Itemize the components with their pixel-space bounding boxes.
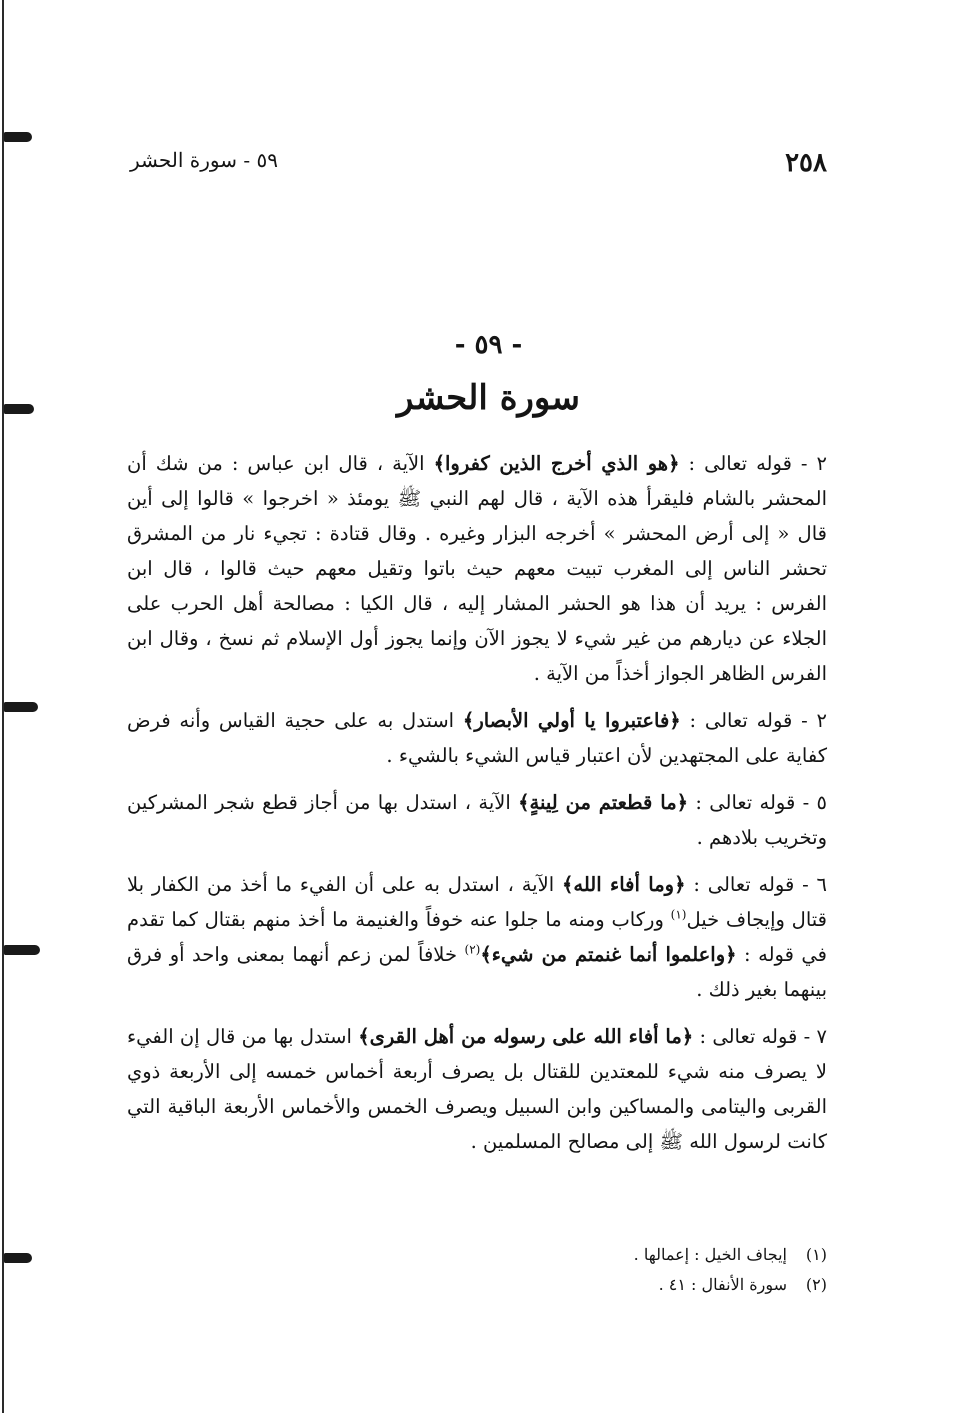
commentary-text: الآية ، قال ابن عباس : من شك أن المحشر بالشام فليقرأ هذه الآية ، قال لهم النبي ﷺ يومئذ « اخرجوا » قالوا إلى أين قال « إلى أرض المحشر » أخرجه البزار وغيره . وقال قتادة : تجيء نار من المشرق تحشر الناس إلى المغرب تبيت معهم حيث باتوا وتقيل معهم حيث قالوا ، قال ابن الفرس : يريد أن هذا هو الحشر المشار إليه ، قال الكيا : مصالحة أهل الحرب على الجلاء عن ديارهم من غير شيء لا يجوز الآن وإنما يجوز أول الإسلام ثم نسخ ، وقال ابن الفرس الظاهر الجواز أخذاً من الآية . bbox=[127, 452, 827, 685]
quran-quote: ﴿ما أفاء الله على رسوله من أهل القرى﴾ bbox=[358, 1025, 694, 1048]
verse-paragraph bbox=[127, 785, 827, 855]
quran-quote: ﴿ما قطعتم من لِينةٍ﴾ bbox=[518, 791, 689, 814]
quran-quote: ﴿وما أفاء الله﴾ bbox=[561, 873, 686, 896]
footnote-ref[interactable]: (٢) bbox=[464, 942, 481, 957]
page-header bbox=[130, 148, 827, 188]
footnotes bbox=[127, 1240, 827, 1300]
quran-quote: ﴿واعلموا أنما غنمتم من شيء﴾ bbox=[480, 943, 737, 966]
verse-intro: ٧ - قوله تعالى : bbox=[693, 1025, 827, 1048]
footnote-text: إيجاف الخيل : إعمالها . bbox=[633, 1245, 787, 1264]
footnote-number: (٢) bbox=[805, 1275, 827, 1294]
surah-title: سورة الحشر bbox=[397, 378, 580, 418]
commentary-text: استدل بها من قال إن الفيء لا يصرف منه شيء للمعتدين للقتال بل يصرف أربعة أخماس خمسه إلى الأربعة ذوي القربى واليتامى والمساكين وابن السبيل ويصرف الخمس والأخماس الأربعة الباقية التي كانت لرسول الله ﷺ إلى مصالح المسلمين . bbox=[127, 1025, 827, 1153]
edge-mark bbox=[4, 132, 32, 142]
footnote bbox=[127, 1240, 827, 1270]
footnote-ref[interactable]: (١) bbox=[670, 907, 687, 922]
footnote bbox=[127, 1270, 827, 1300]
running-head: ٥٩ - سورة الحشر bbox=[130, 148, 278, 172]
verse-intro: ٥ - قوله تعالى : bbox=[688, 791, 827, 814]
commentary-text: استدل به على حجية القياس وأنه فرض كفاية على المجتهدين لأن اعتبار قياس الشيء بالشيء . bbox=[127, 709, 827, 767]
edge-mark bbox=[4, 702, 38, 712]
commentary-body bbox=[127, 446, 827, 1171]
commentary-text: وركاب ومنه ما جلوا عنه خوفاً والغنيمة ما أخذ منهم بقتال كما تقدم في قوله : bbox=[127, 908, 827, 966]
verse-intro: ٢ - قوله تعالى : bbox=[679, 452, 827, 475]
verse-paragraph bbox=[127, 446, 827, 691]
page-number: ٢٥٨ bbox=[785, 148, 827, 178]
quran-quote: ﴿هو الذي أخرج الذين كفروا﴾ bbox=[433, 452, 680, 475]
verse-paragraph bbox=[127, 1019, 827, 1159]
verse-paragraph bbox=[127, 867, 827, 1007]
edge-mark bbox=[4, 945, 40, 955]
edge-mark bbox=[4, 1253, 32, 1263]
surah-number: - ٥٩ - bbox=[454, 330, 523, 360]
footnote-number: (١) bbox=[805, 1245, 827, 1264]
footnote-text: سورة الأنفال : ٤١ . bbox=[658, 1275, 787, 1294]
commentary-text: خلافاً لمن زعم أنهما بمعنى واحد أو فرق بينهما بغير ذلك . bbox=[127, 943, 827, 1001]
quran-quote: ﴿فاعتبروا يا أولي الأبصار﴾ bbox=[462, 709, 681, 732]
commentary-text: الآية ، استدل بها من أجاز قطع شجر المشركين وتخريب بلادهم . bbox=[127, 791, 827, 849]
verse-paragraph bbox=[127, 703, 827, 773]
verse-intro: ٢ - قوله تعالى : bbox=[680, 709, 827, 732]
verse-intro: ٦ - قوله تعالى : bbox=[685, 873, 828, 896]
commentary-text: الآية ، استدل به على أن الفيء ما أخذ من الكفار بلا قتال وإيجاف خيل bbox=[127, 873, 827, 931]
